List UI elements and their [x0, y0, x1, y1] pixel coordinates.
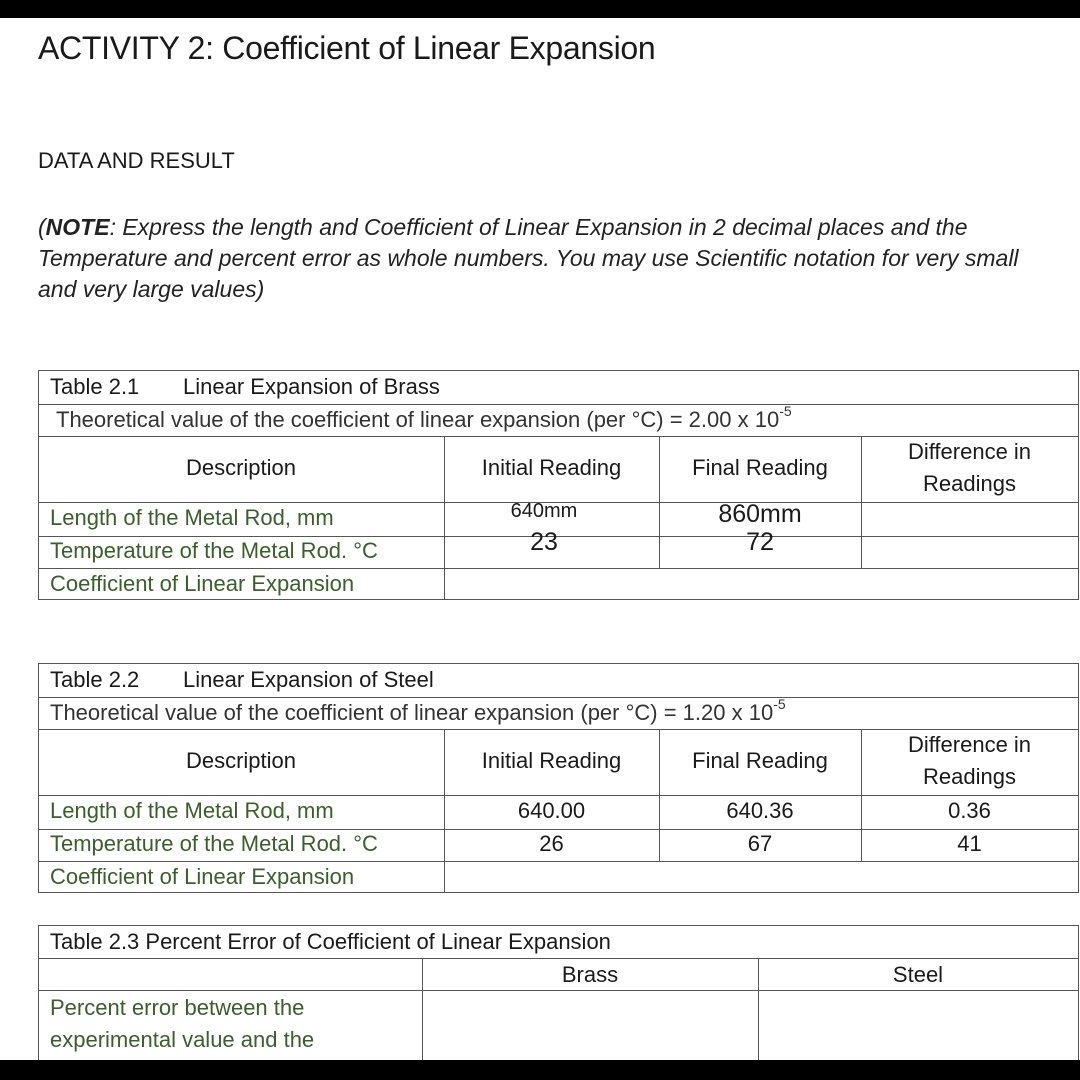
col-header-initial: Initial Reading	[481, 455, 622, 480]
table-caption-title: Linear Expansion of Brass	[183, 374, 440, 399]
table-caption-number: Table 2.1	[50, 374, 140, 399]
col-header-initial: Initial Reading	[481, 748, 622, 773]
row-label: Percent error between the	[50, 995, 305, 1020]
col-header-final: Final Reading	[692, 455, 828, 480]
note-label: NOTE	[45, 214, 110, 240]
table-caption-title: Linear Expansion of Steel	[183, 667, 434, 692]
col-header-brass: Brass	[561, 962, 619, 987]
row-label: Length of the Metal Rod, mm	[50, 798, 334, 823]
cell-value: 640mm	[510, 500, 578, 522]
cell-value: 26	[539, 831, 564, 856]
table-caption-number: Table 2.2	[50, 667, 140, 692]
exponent: -5	[773, 696, 786, 712]
table-caption: Table 2.3 Percent Error of Coefficient of Linear Expansion	[50, 929, 611, 954]
col-header-description: Description	[185, 748, 297, 773]
col-header-diff-2: Readings	[923, 764, 1016, 789]
col-header-diff: Difference in	[907, 439, 1032, 464]
cell-value: 640.00	[517, 798, 586, 823]
col-header-steel: Steel	[892, 962, 944, 987]
theoretical-value: Theoretical value of the coefficient of linear expansion (per °C) = 2.00 x $10^{-5}$	[56, 403, 792, 432]
page-title: ACTIVITY 2: Coefficient of Linear Expansion	[38, 30, 656, 66]
cell-value: 860mm	[718, 500, 802, 528]
col-header-description: Description	[185, 455, 297, 480]
section-heading: DATA AND RESULT	[38, 148, 235, 173]
col-header-final: Final Reading	[692, 748, 828, 773]
row-label: Coefficient of Linear Expansion	[50, 571, 355, 596]
theoretical-value: Theoretical value of the coefficient of linear expansion (per °C) = 1.20 x $10^{-5}$	[50, 696, 786, 725]
row-label: Temperature of the Metal Rod. °C	[50, 831, 378, 856]
cell-value: 67	[747, 831, 773, 856]
bottom-black-bar	[0, 1060, 1080, 1080]
col-header-diff: Difference in	[907, 732, 1032, 757]
table-steel	[38, 663, 1079, 893]
instruction-note: (NOTE: Express the length and Coefficient of Linear Expansion in 2 decimal places and the Temperature and percent error as whole numbers. You may use Scientific notation for very small and very large values)	[38, 214, 1019, 302]
col-header-diff-2: Readings	[923, 471, 1016, 496]
row-label: Coefficient of Linear Expansion	[50, 864, 355, 889]
cell-value: 72	[746, 528, 774, 556]
row-label: Length of the Metal Rod, mm	[50, 505, 334, 530]
top-black-bar	[0, 0, 1080, 18]
cell-value: 41	[957, 831, 982, 856]
cell-value: 640.36	[726, 798, 794, 823]
cell-value: 0.36	[948, 798, 991, 823]
row-label: Temperature of the Metal Rod. °C	[50, 538, 378, 563]
cell-value: 23	[530, 528, 558, 556]
row-label: experimental value and the	[50, 1027, 315, 1052]
table-percent-error	[38, 925, 1079, 1060]
table-brass	[38, 370, 1079, 600]
exponent: -5	[779, 403, 792, 419]
